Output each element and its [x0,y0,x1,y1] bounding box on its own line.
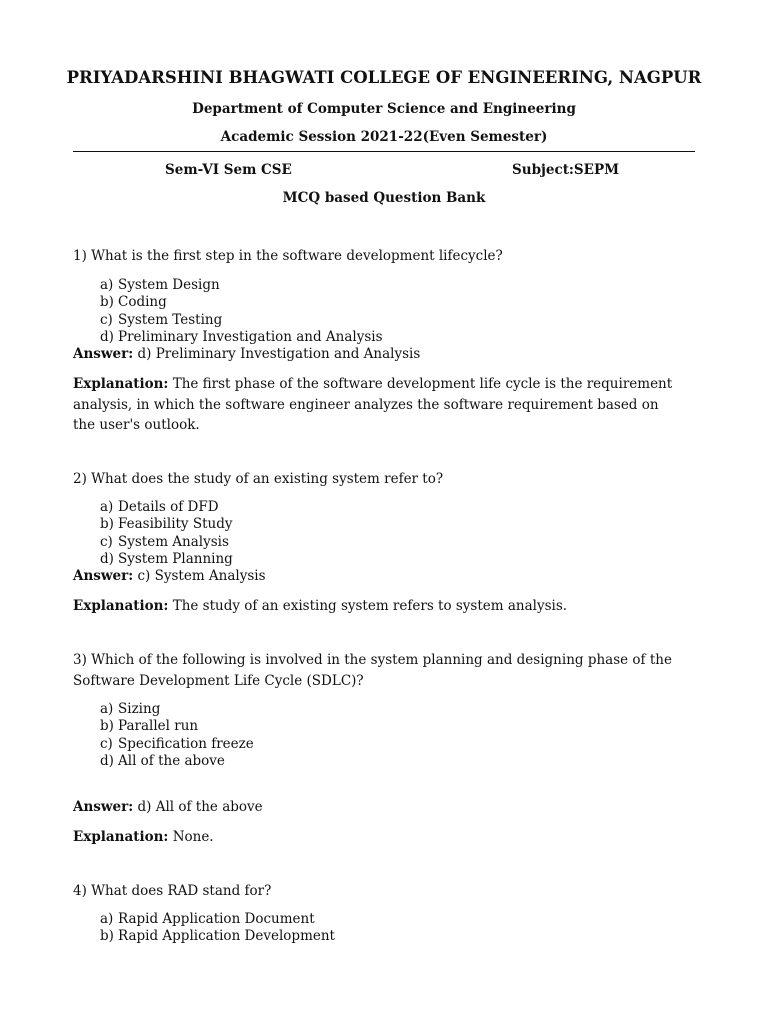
question-3-options [100,701,254,770]
question-bank-title: MCQ based Question Bank [282,190,486,206]
option-item: c) System Analysis [100,533,229,550]
option-item: a) System Design [100,277,220,293]
option-item: d) All of the above [100,752,225,769]
option-item: a) Rapid Application Document [100,911,315,927]
academic-session: Academic Session 2021-22(Even Semester) [220,129,548,145]
question-2-text: 2) What does the study of an existing system refer to? [73,471,444,487]
answer-label: Answer: [73,799,134,815]
question-3-answer [73,799,263,815]
question-3-text-line-2: Software Development Life Cycle (SDLC)? [73,673,364,689]
answer-value: d) All of the above [137,799,263,815]
answer-value: c) System Analysis [137,568,266,584]
option-item: d) System Planning [100,550,233,567]
explanation-text: The study of an existing system refers to system analysis. [172,598,568,614]
question-4-text: 4) What does RAD stand for? [73,883,272,899]
option-item: d) Preliminary Investigation and Analysis [100,328,383,345]
answer-label: Answer: [73,346,134,362]
question-2-options [100,499,233,568]
explanation-text: None. [172,829,214,845]
option-item: b) Feasibility Study [100,516,233,533]
explanation-label: Explanation: [73,829,169,845]
header-divider [73,151,695,152]
department-name: Department of Computer Science and Engineering [192,101,576,117]
question-1-text: 1) What is the first step in the software development lifecycle? [73,248,503,264]
subject-label: Subject:SEPM [512,162,620,178]
option-item: b) Rapid Application Development [100,928,335,945]
question-1-options [100,277,383,346]
question-3-text-line-1: 3) Which of the following is involved in the system planning and designing phase of the [73,652,672,668]
question-2-explanation [73,596,673,617]
answer-value: d) Preliminary Investigation and Analysis [137,346,421,362]
question-1-explanation [73,374,673,436]
question-4-options [100,911,335,946]
option-item: b) Parallel run [100,718,199,735]
question-2-answer [73,568,266,584]
option-item: a) Details of DFD [100,499,219,515]
explanation-label: Explanation: [73,598,169,614]
question-1-answer [73,346,420,362]
explanation-text: The first phase of the software development life cycle is the requirement analysis, in which the software engineer analyzes the software requirement based on the user's outlook. [73,376,673,433]
option-item: c) Specification freeze [100,735,254,752]
semester-label: Sem-VI Sem CSE [165,162,292,178]
question-3-explanation [73,827,673,848]
option-item: b) Coding [100,294,167,311]
option-item: c) System Testing [100,311,223,328]
explanation-label: Explanation: [73,376,169,392]
college-name: PRIYADARSHINI BHAGWATI COLLEGE OF ENGINEERING, NAGPUR [66,68,702,87]
answer-label: Answer: [73,568,134,584]
option-item: a) Sizing [100,701,161,717]
